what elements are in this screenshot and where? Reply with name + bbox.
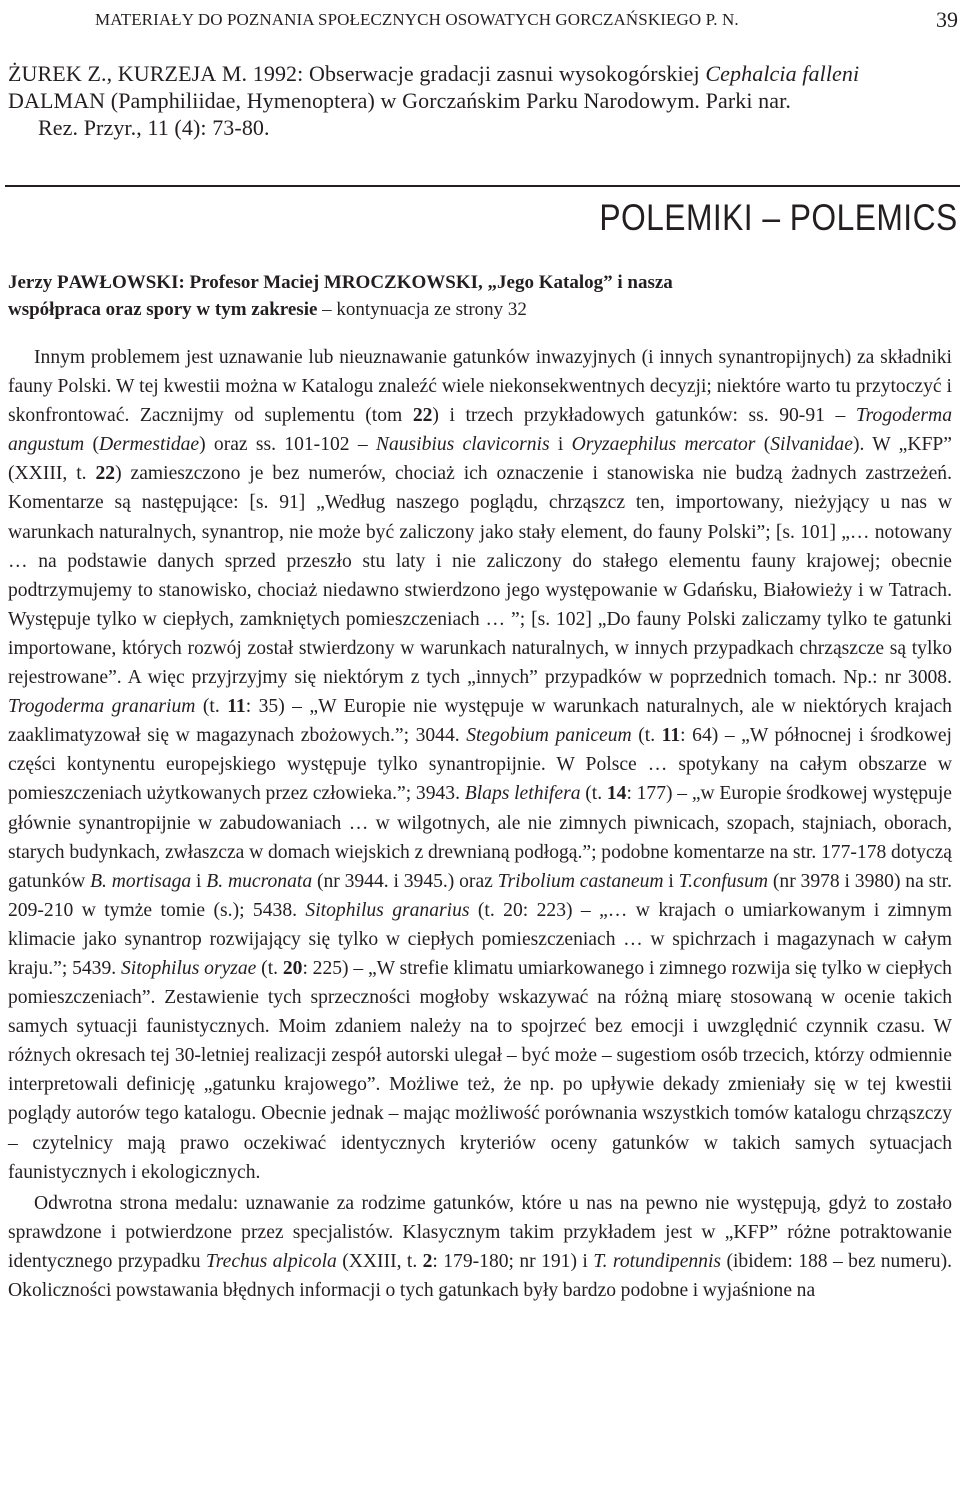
paragraph-1: Innym problemem jest uznawanie lub nieuznawanie gatunków inwazyjnych (i innych synantropijnych) za składniki fauny Polski. W tej kwestii można w Katalogu znaleźć wiele niekonsekwentnych decyzji; niektóre warto tu przytoczyć i skonfrontować. Zacznijmy od suplementu (tom 22) i trzech przykładowych gatunków: ss. 90-91 – Trogoderma angustum (Dermestidae) oraz ss. 101-102 – Nausibius clavicornis i Oryzaephilus mercator (Silvanidae). W „KFP” (XXIII, t. 22) zamieszczono je bez numerów, chociaż ich oznaczenie i stanowiska nie budzą żadnych zastrzeżeń. Komentarze są następujące: [s. 91] „Według naszego poglądu, chrząszcz ten, importowany, nieżyjący u nas w warunkach naturalnych, synantrop, nie może być zaliczony jako stały element, do fauny Polski”; [s. 101] „… notowany … na podstawie danych sprzed przeszło stu laty i nie zaliczony do stałego elementu fauny krajowej; obecnie podtrzymujemy to stanowisko, chociaż niedawno stwierdzono jego występowanie w Gdańsku, Białowieży i w Tatrach. Występuje tylko w ciepłych, zamkniętych pomieszczeniach … ”; [s. 102] „Do fauny Polski zaliczamy tylko te gatunki importowane, których rozwój został stwierdzony w warunkach naturalnych, w innych przypadkach chrząszcze są tylko rejestrowane”. A więc przyjrzyjmy się niektórym z tych „innych” przypadków w poprzednich tomach. Np.: nr 3008. Trogoderma granarium (t. 11: 35) – „W Europie nie występuje w warunkach naturalnych, ale w niektórych krajach zaaklimatyzował się w magazynach zbożowych.”; 3044. Stegobium paniceum (t. 11: 64) – „W północnej i środkowej części kontynentu europejskiego występuje tylko synantropijnie. W Polsce … spotykany na całym obszarze w pomieszczeniach użytkowanych przez człowieka.”; 3943. Blaps lethifera (t. 14: 177) – „w Europie środkowej występuje głównie synantropijnie w zabudowaniach … w wilgotnych, ale nie zimnych piwnicach, szopach, stajniach, oborach, starych budynkach, zwłaszcza w domach wiejskich z drewnianą podłogą.”; podobne komentarze na str. 177-178 dotyczą gatunków B. mortisaga i B. mucronata (nr 3944. i 3945.) oraz Tribolium castaneum i T.confusum (nr 3978 i 3980) na str. 209-210 w tymże tomie (s.); 5438. Sitophilus granarius (t. 20: 223) – „… w krajach o umiarkowanym i zimnym klimacie jako synantrop rozwijający się tylko w ciepłych pomieszczeniach … w spichrzach i magazynach w całym kraju.”; 5439. Sitophilus oryzae (t. 20: 225) – „W strefie klimatu umiarkowanego i zimnego rozwija się tylko w ciepłych pomieszczeniach”. Zestawienie tych sprzeczności mogłoby wskazywać na różną miarę stosowaną w ocenie takich samych sytuacji faunistycznych. Moim zdaniem należy na to spojrzeć bez emocji i uwzględnić czynnik czasu. W różnych okresach tej 30-letniej realizacji zespół autorski ulegał – być może – sugestiom osób trzecich, którzy odmiennie interpretowali definicję „gatunku krajowego”. Możliwe też, że np. po upływie dekady zmieniały się w tej kwestii poglądy autorów tego katalogu. Obecnie jednak – mając możliwość porównania wszystkich tomów katalogu chrząszczy – czytelnicy mają prawo oczekiwać identycznych kryteriów oceny gatunków w takich samych sytuacjach faunistycznych i ekologicznych. bbox=[8, 347, 953, 1183]
section-divider bbox=[5, 185, 960, 187]
continuation-note: – kontynuacja ze strony 32 bbox=[317, 299, 527, 320]
reference-line-1: ŻUREK Z., KURZEJA M. 1992: Obserwacje gradacji zasnui wysokogórskiej Cephalcia falleni DALMAN (Pamphiliidae, Hymenoptera) w Gorczańskim Parku Narodowym. Parki nar. bbox=[8, 61, 860, 113]
running-head-title: MATERIAŁY DO POZNANIA SPOŁECZNYCH OSOWATYCH GORCZAŃSKIEGO P. N. bbox=[95, 10, 739, 29]
species-name: Cephalcia falleni bbox=[705, 61, 860, 86]
article-heading: Jerzy PAWŁOWSKI: Profesor Maciej MROCZKOWSKI, „Jego Katalog” i nasza współpraca oraz spory w tym zakresie – kontynuacja ze strony 32 bbox=[8, 272, 673, 320]
paragraph-2: Odwrotna strona medalu: uznawanie za rodzime gatunków, które u nas na pewno nie występują, gdyż to zostało sprawdzone i potwierdzone przez specjalistów. Klasycznym takim przykładem jest w „KFP” różne potraktowanie identycznego przypadku Trechus alpicola (XXIII, t. 2: 179-180; nr 191) i T. rotundipennis (ibidem: 188 – bez numeru). Okoliczności powstawania błędnych informacji o tych gatunkach były bardzo podobne i wyjaśnione na bbox=[8, 1192, 952, 1301]
running-head bbox=[0, 3, 960, 37]
article-body bbox=[8, 343, 952, 1305]
reference-line-2: Rez. Przyr., 11 (4): 73-80. bbox=[38, 115, 270, 140]
section-title: POLEMIKI – POLEMICS bbox=[599, 197, 958, 238]
page-number: 39 bbox=[936, 7, 958, 32]
reference-entry bbox=[8, 60, 956, 141]
